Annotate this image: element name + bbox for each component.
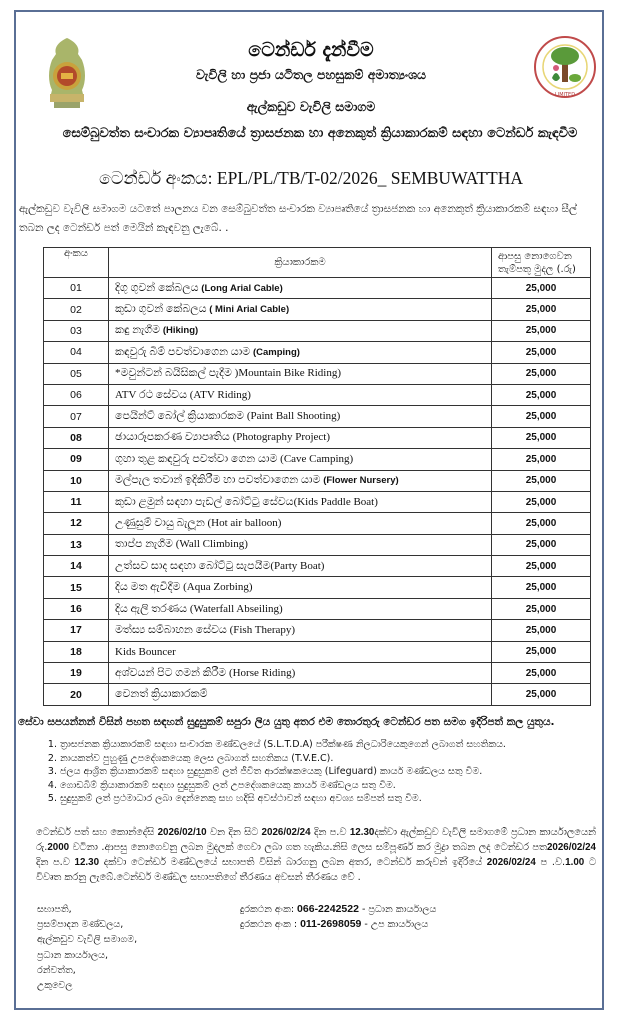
table-row xyxy=(44,577,591,598)
table-header-row xyxy=(44,248,591,278)
deposit-amount: 25,000 xyxy=(492,320,591,341)
activity-english: (Camping) xyxy=(252,346,300,358)
notice-text: ප .ව. xyxy=(535,857,566,868)
deposit-amount: 25,000 xyxy=(492,299,591,320)
activity-sinhala: දිය ඇලි තරණය xyxy=(115,602,190,615)
activity-sinhala: තාප්ප නැගීම xyxy=(115,538,176,551)
activity-english: (Party Boat) xyxy=(270,559,325,572)
tender-number-label: ටෙන්ඩර් අංකය: xyxy=(99,168,213,188)
activity-cell xyxy=(109,598,492,619)
activity-cell xyxy=(109,342,492,363)
activity-sinhala: උණුසුම් වායු බැලූන xyxy=(115,516,208,529)
notice-text: දින ප.ව xyxy=(36,857,75,868)
table-row xyxy=(44,684,591,705)
address-line: ඇල්කඩුව වැවිලි සමාගම, xyxy=(37,934,138,946)
requirements-list xyxy=(20,738,622,806)
organization-name: ඇල්කඩුව වැවිලි සමාගම xyxy=(246,99,376,114)
activity-english: Kids Bouncer xyxy=(115,645,176,658)
row-number: 16 xyxy=(44,598,109,619)
activity-english: (Hot air balloon) xyxy=(207,516,282,529)
office-label: - උප කාර්යාලය xyxy=(361,919,429,931)
row-number: 04 xyxy=(44,342,109,363)
activity-cell xyxy=(109,534,492,555)
column-header-activity: ක්‍රියාකාරකම xyxy=(109,248,492,278)
activity-english: ( Mini Arial Cable) xyxy=(209,304,290,316)
row-number: 07 xyxy=(44,406,109,427)
requirements-heading: සේවා සපයන්නන් විසින් පහත සඳහන් සුදුසුකම් සපුරා ලිය යුතු අතර එම තොරතුරු ටෙන්ඩර පත සමග ඉදිරිපත් කල යුතුය. xyxy=(18,716,555,728)
activity-english: (Kids Paddle Boat) xyxy=(293,495,378,508)
deposit-amount: 25,000 xyxy=(492,427,591,448)
tender-number: EPL/PL/TB/T-02/2026_ SEMBUWATTHA xyxy=(216,168,523,188)
address-line: රන්වත්ත, xyxy=(37,964,76,976)
activity-sinhala: කුඩා ළමුන් සඳහා පැඩල් බෝට්ටු සේවය xyxy=(115,495,294,508)
row-number: 18 xyxy=(44,641,109,662)
table-row xyxy=(44,320,591,341)
row-number: 01 xyxy=(44,278,109,299)
table-row xyxy=(44,663,591,684)
row-number: 13 xyxy=(44,534,109,555)
document-title: ටෙන්ඩර් දැන්වීම xyxy=(248,39,374,61)
activity-english: (Flower Nursery) xyxy=(323,475,399,487)
row-number: 12 xyxy=(44,513,109,534)
svg-text:LIMITED: LIMITED xyxy=(554,92,576,98)
opening-time: 1.00 xyxy=(565,857,585,868)
activity-sinhala: ගුහා තුළ කඳවුරු පවත්වා ගෙන යාම xyxy=(115,452,281,465)
activity-english: (Aqua Zorbing) xyxy=(183,581,253,594)
opening-date: 2026/02/24 xyxy=(486,857,536,868)
activity-cell xyxy=(109,577,492,598)
activity-cell xyxy=(109,491,492,512)
activity-sinhala: වෙනත් ක්‍රියාකාරකම් xyxy=(115,688,208,701)
notice-text: දින ප.ව xyxy=(310,827,350,838)
phone-number[interactable]: 011-2698059 xyxy=(300,918,362,931)
deposit-amount: 25,000 xyxy=(492,598,591,619)
row-number: 05 xyxy=(44,363,109,384)
table-row xyxy=(44,384,591,405)
activity-sinhala: දිගු ගුවන් කේබලය xyxy=(115,281,202,294)
deposit-amount: 25,000 xyxy=(492,641,591,662)
table-row xyxy=(44,598,591,619)
table-row xyxy=(44,641,591,662)
activity-cell xyxy=(109,620,492,641)
deposit-amount: 25,000 xyxy=(492,534,591,555)
tender-notice-paragraph xyxy=(36,825,596,885)
address-line: උකුවෙල xyxy=(37,980,73,992)
column-header-amount: ආපසු නොගෙවන තැම්පතු මුදල (.රු) xyxy=(492,248,591,278)
column-header-number: අංකය xyxy=(44,248,109,278)
submission-date: 2026/02/24 xyxy=(546,842,596,853)
activity-english: (Paint Ball Shooting) xyxy=(246,410,341,423)
activity-english: (Long Arial Cable) xyxy=(201,282,283,294)
phone-number[interactable]: 066-2242522 xyxy=(297,903,359,915)
activity-sinhala: *මවුන්ටන් බයිසිකල් පැදීම xyxy=(115,367,235,380)
deposit-amount: 25,000 xyxy=(492,342,591,363)
deposit-amount: 25,000 xyxy=(492,513,591,534)
requirement-item: 1. ත්‍රාසජනක ක්‍රියාකාරකම් සඳහා සංචාරක මණ්ඩලයේ (S.L.T.D.A) පරීක්ෂණ නිලධාරියෙකුගෙන් ලබාගත් සහතිකය. xyxy=(60,738,622,752)
tender-fee: 2000 xyxy=(47,842,70,853)
activity-english: (Hiking) xyxy=(162,325,199,337)
activity-sinhala: ඡායාරූපකරණ ව්‍යාපෘතිය xyxy=(115,431,233,444)
row-number: 14 xyxy=(44,556,109,577)
issue-start-date: 2026/02/10 xyxy=(157,827,207,838)
activity-cell xyxy=(109,384,492,405)
issue-end-date: 2026/02/24 xyxy=(261,827,311,838)
tender-subject: සෙම්බුවත්ත සංචාරක ව්‍යාපෘතියේ ත්‍රාසජනක හා අනෙකුත් ක්‍රියාකාරකම් සඳහා ටෙන්ඩර් කැඳවීම xyxy=(62,126,578,141)
deposit-amount: 25,000 xyxy=(492,491,591,512)
office-label: - ප්‍රධාන කාර්යාලය xyxy=(358,904,437,915)
activity-english: )Mountain Bike Riding) xyxy=(234,367,341,380)
notice-text: වන දින සිට xyxy=(206,827,262,838)
table-row xyxy=(44,556,591,577)
contact-block xyxy=(240,902,436,932)
notice-text: ටෙන්ඩර් පත් සහ කොන්දේසි xyxy=(36,827,158,838)
activity-cell xyxy=(109,684,492,705)
deposit-amount: 25,000 xyxy=(492,620,591,641)
requirement-item: 3. ජලය ආශ්‍රිත ක්‍රියාකාරකම් සඳහා සුදුසුකම් ලත් ජීවිත ආරක්ෂකයෙකු (Lifeguard) කාර්ය මණ්ඩලය සතු වීම. xyxy=(60,765,622,779)
activities-table xyxy=(43,247,591,706)
row-number: 03 xyxy=(44,320,109,341)
activity-sinhala: ATV රථ සේවය xyxy=(115,388,190,401)
row-number: 20 xyxy=(44,684,109,705)
row-number: 08 xyxy=(44,427,109,448)
activity-cell xyxy=(109,320,492,341)
row-number: 17 xyxy=(44,620,109,641)
phone-label: දුරකථන අංක : xyxy=(240,919,301,931)
phone-label: දුරකථන අංක: xyxy=(240,904,298,915)
requirement-item: 5. සුදුසුකම් ලත් ප්‍රථමාධාර ලබා දෙන්නෙකු සහ හදිසි අවස්ථාවන් සඳහා අවශ්‍ය සම්පත් සතු වීම. xyxy=(60,792,622,806)
activity-sinhala: කඳු නැගීම xyxy=(115,324,163,337)
deposit-amount: 25,000 xyxy=(492,663,591,684)
activity-english: (Waterfall Abseiling) xyxy=(189,602,283,615)
deposit-amount: 25,000 xyxy=(492,363,591,384)
row-number: 10 xyxy=(44,470,109,491)
activity-cell xyxy=(109,663,492,684)
activity-sinhala: මත්ස්‍ය සම්බාහන සේවය xyxy=(115,623,230,636)
activity-sinhala: දිය මත ඇවිදීම xyxy=(115,581,184,594)
table-row xyxy=(44,620,591,641)
activity-english: (Wall Climbing) xyxy=(175,538,248,551)
activity-english: (Cave Camping) xyxy=(280,452,354,465)
issue-end-time: 12.30 xyxy=(349,827,375,838)
deposit-amount: 25,000 xyxy=(492,684,591,705)
row-number: 02 xyxy=(44,299,109,320)
deposit-amount: 25,000 xyxy=(492,449,591,470)
activity-cell xyxy=(109,470,492,491)
deposit-amount: 25,000 xyxy=(492,406,591,427)
table-row xyxy=(44,278,591,299)
contact-line-head-office xyxy=(240,902,436,917)
table-row xyxy=(44,363,591,384)
table-row xyxy=(44,299,591,320)
address-line: ප්‍රසම්පාදන මණ්ඩලය, xyxy=(37,919,124,931)
deposit-amount: 25,000 xyxy=(492,577,591,598)
activity-cell xyxy=(109,299,492,320)
activity-sinhala: උත්සව සාද සඳහා බෝට්ටු සැපයීම xyxy=(115,559,271,572)
deposit-amount: 25,000 xyxy=(492,556,591,577)
activity-english: (Photography Project) xyxy=(232,431,331,444)
deposit-amount: 25,000 xyxy=(492,470,591,491)
activity-cell xyxy=(109,513,492,534)
address-line: සභාපති, xyxy=(37,904,72,915)
table-row xyxy=(44,513,591,534)
activity-sinhala: මල්පැල තවාන් ඉදිකිරීම හා පවත්වාගෙන යාම xyxy=(115,474,324,487)
notice-text: දක්වා ටෙන්ඩර් මණ්ඩලයේ සභාපති විසින් බාරගනු ලබන අතර, ටෙන්ඩර් කරුවන් ඉදිරියේ xyxy=(99,857,487,868)
contact-line-sub-office xyxy=(240,917,436,932)
row-number: 06 xyxy=(44,384,109,405)
activity-cell xyxy=(109,406,492,427)
intro-paragraph: ඇල්කඩුව වැවිලි සමාගම යටතේ පාලනය වන සෙම්බුවත්ත සංචාරක ව්‍යාපෘතියේ ත්‍රාසජනක හා අනෙකුත් ක්‍රියාකාරකම් සඳහා සීල් තබන ලද ටෙන්ඩර් පත් මෙයින් කැඳවනු ලැබේ. . xyxy=(19,203,578,234)
activity-cell xyxy=(109,278,492,299)
row-number: 11 xyxy=(44,491,109,512)
activity-sinhala: කඳවුරු බිම් පවත්වාගෙන යාම xyxy=(115,345,253,358)
activity-sinhala: පෙයින්ට් බෝල් ක්‍රියාකාරකම xyxy=(115,410,247,423)
activity-english: (Fish Therapy) xyxy=(229,623,296,636)
activity-english: (ATV Riding) xyxy=(189,388,251,401)
table-row xyxy=(44,534,591,555)
activity-cell xyxy=(109,363,492,384)
row-number: 19 xyxy=(44,663,109,684)
activity-sinhala: කුඩා ගුවන් කේබලය xyxy=(115,303,210,316)
notice-text: ට විවෘත කරනු ලැබේ.ටෙන්ඩර් මණ්ඩල සභාපතිගේ තීරණය අවසන් තීරණය වේ . xyxy=(36,857,597,883)
table-row xyxy=(44,342,591,363)
submission-time: 12.30 xyxy=(74,857,100,868)
activity-cell xyxy=(109,427,492,448)
requirement-item: 4. ගොඩබිම් ක්‍රියාකාරකම් සඳහා සුදුසුකම් ලත් උපදේශකයෙකු කාර්ය මණ්ඩලය සතු වීම. xyxy=(60,779,622,793)
notice-text: වටිනා .ආපසු නොගෙවනු ලබන මුදලක් ගෙවා ලබා ගත හැකිය.නිසි ලෙස සම්පූර්ණ කර මුද්‍රා තබන ලද ටෙන්ඩර පත xyxy=(69,842,547,853)
table-row xyxy=(44,470,591,491)
row-number: 15 xyxy=(44,577,109,598)
address-line: ප්‍රධාන කාර්යාලය, xyxy=(37,949,108,961)
activity-cell xyxy=(109,449,492,470)
table-row xyxy=(44,449,591,470)
table-row xyxy=(44,427,591,448)
row-number: 09 xyxy=(44,449,109,470)
activity-english: (Horse Riding) xyxy=(228,666,296,679)
activity-cell xyxy=(109,641,492,662)
requirement-item: 2. නායකත්ව පුහුණු උපදේශකයෙකු ලෙස ලබාගත් සහතිකය (T.V.E.C). xyxy=(60,752,622,766)
activity-cell xyxy=(109,556,492,577)
ministry-name: වැවිලි හා ප්‍රජා යටිතල පහසුකම් අමාත්‍යංශය xyxy=(195,67,427,82)
table-row xyxy=(44,406,591,427)
deposit-amount: 25,000 xyxy=(492,384,591,405)
deposit-amount: 25,000 xyxy=(492,278,591,299)
tender-number-line xyxy=(0,168,622,189)
table-row xyxy=(44,491,591,512)
address-block xyxy=(37,902,137,993)
notice-text: දක්වා ඇල්කඩුව වැවිලි සමාගමේ ප්‍රධාන කාර්යාලයෙන් රු. xyxy=(36,827,596,853)
activity-sinhala: අශ්වයන් පිට ගමන් කිරීම xyxy=(115,666,229,679)
